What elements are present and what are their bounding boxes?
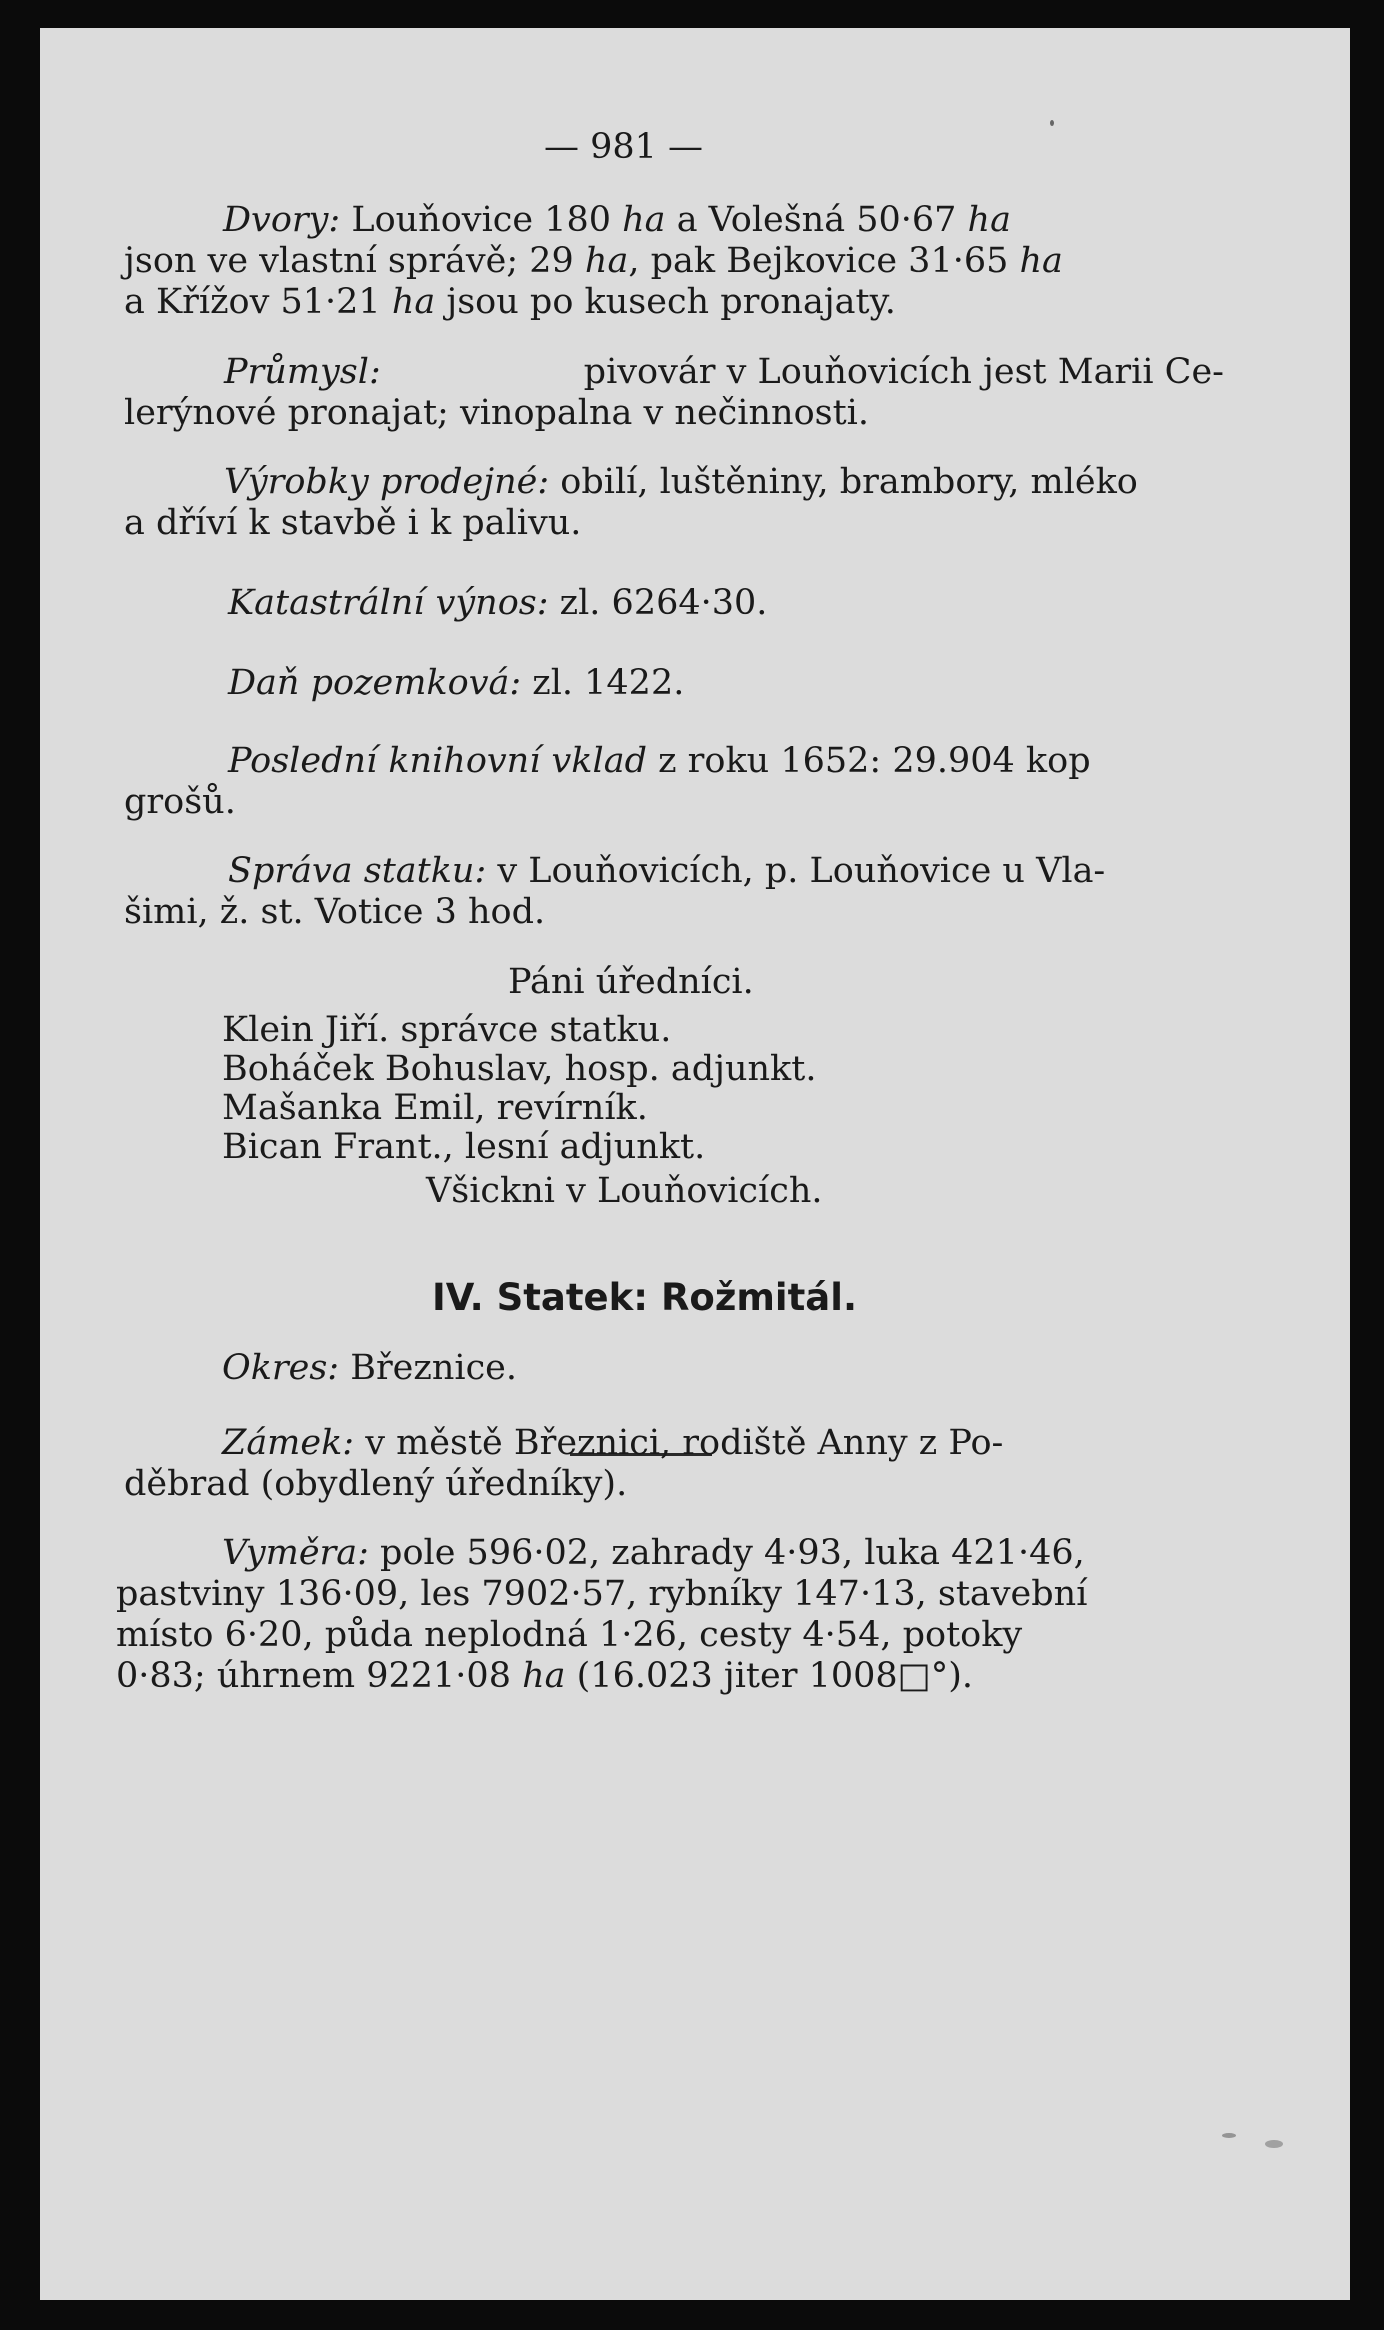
unit: ha [1019,241,1063,281]
paper-speck [1265,2140,1283,2148]
text: v Louňovicích, p. Louňovice u Vla- [486,851,1106,891]
text-line-vymera-2: pastviny 136·09, les 7902·57, rybníky 147·13, stavební [116,1574,1088,1614]
section-heading: IV. Statek: Rožmitál. [432,1276,858,1319]
officials-location: Všickni v Louňovicích. [426,1171,823,1211]
paper-speck [1050,120,1054,126]
paper-speck [1222,2133,1236,2138]
text-line-prumysl-2: lerýnové pronajat; vinopalna v nečinnosti. [124,393,869,433]
text-line-vyrobky-2: a dříví k stavbě i k palivu. [124,503,582,543]
text-line-vymera-4 [116,1656,973,1696]
text: a Volešná 50·67 [665,200,968,240]
term-label: Výrobky prodejné: [224,462,550,502]
text: 0·83; úhrnem 9221·08 [116,1656,523,1696]
page-number: — 981 — [544,127,704,167]
text-line-prumysl-1 [224,352,1224,392]
text: Březnice. [339,1348,518,1388]
text-line-okres [222,1348,518,1388]
text: , pak Bejkovice 31·65 [628,241,1020,281]
term-label: Okres: [222,1348,340,1388]
official-item: Boháček Bohuslav, hosp. adjunkt. [222,1049,817,1089]
text-line-dvory-2 [124,241,1063,281]
text-line-vymera-1 [222,1533,1085,1573]
text: zl. 1422. [521,663,685,703]
official-item: Mašanka Emil, revírník. [222,1088,648,1128]
unit: ha [584,241,629,281]
term-label: Poslední knihovní vklad [228,741,647,781]
officials-heading: Páni úředníci. [508,962,754,1002]
unit: ha [391,282,436,322]
official-item: Bican Frant., lesní adjunkt. [222,1127,706,1167]
term-label: Vyměra: [222,1533,369,1573]
text-line-sprava-2: šimi, ž. st. Votice 3 hod. [124,892,546,932]
term-label: Katastrální výnos: [228,583,549,623]
text-line-dvory-3 [124,282,896,322]
text-line-posledni-2: grošů. [124,782,236,822]
text-line-vyrobky-1 [224,462,1138,502]
text: jsou po kusech pronajaty. [435,282,896,322]
text-line-dvory-1 [223,200,1011,240]
unit: ha [967,200,1011,240]
text: v městě Březnici, rodiště Anny z Po- [354,1423,1004,1463]
text-line-zamek-2: děbrad (obydlený úředníky). [124,1464,628,1504]
unit: ha [522,1656,566,1696]
official-item: Klein Jiří. správce statku. [222,1010,672,1050]
text-line-zamek-1 [222,1423,1004,1463]
text-line-sprava-1 [228,851,1106,891]
term-label: Daň pozemková: [228,663,522,703]
text: obilí, luštěniny, brambory, mléko [549,462,1138,502]
text: (16.023 jiter 1008□°). [565,1656,973,1696]
text: pivovár v Louňovicích jest Marii Ce- [572,352,1224,392]
text: pole 596·02, zahrady 4·93, luka 421·46, [368,1533,1085,1573]
unit: ha [622,200,666,240]
text-line-dan [228,663,685,703]
text-line-posledni-1 [228,741,1091,781]
text: Louňovice 180 [340,200,623,240]
term-label: Zámek: [222,1423,355,1463]
text: zl. 6264·30. [548,583,768,623]
term-label: Dvory: [223,200,341,240]
text: z roku 1652: 29.904 kop [646,741,1091,781]
text-line-vymera-3: místo 6·20, půda neplodná 1·26, cesty 4·54, potoky [116,1615,1023,1655]
term-label: Průmysl: [224,352,381,392]
book-page [40,28,1350,2300]
text: json ve vlastní správě; 29 [124,241,585,281]
text: a Křížov 51·21 [124,282,392,322]
term-label: Správa statku: [228,851,487,891]
text-line-katastr [228,583,768,623]
